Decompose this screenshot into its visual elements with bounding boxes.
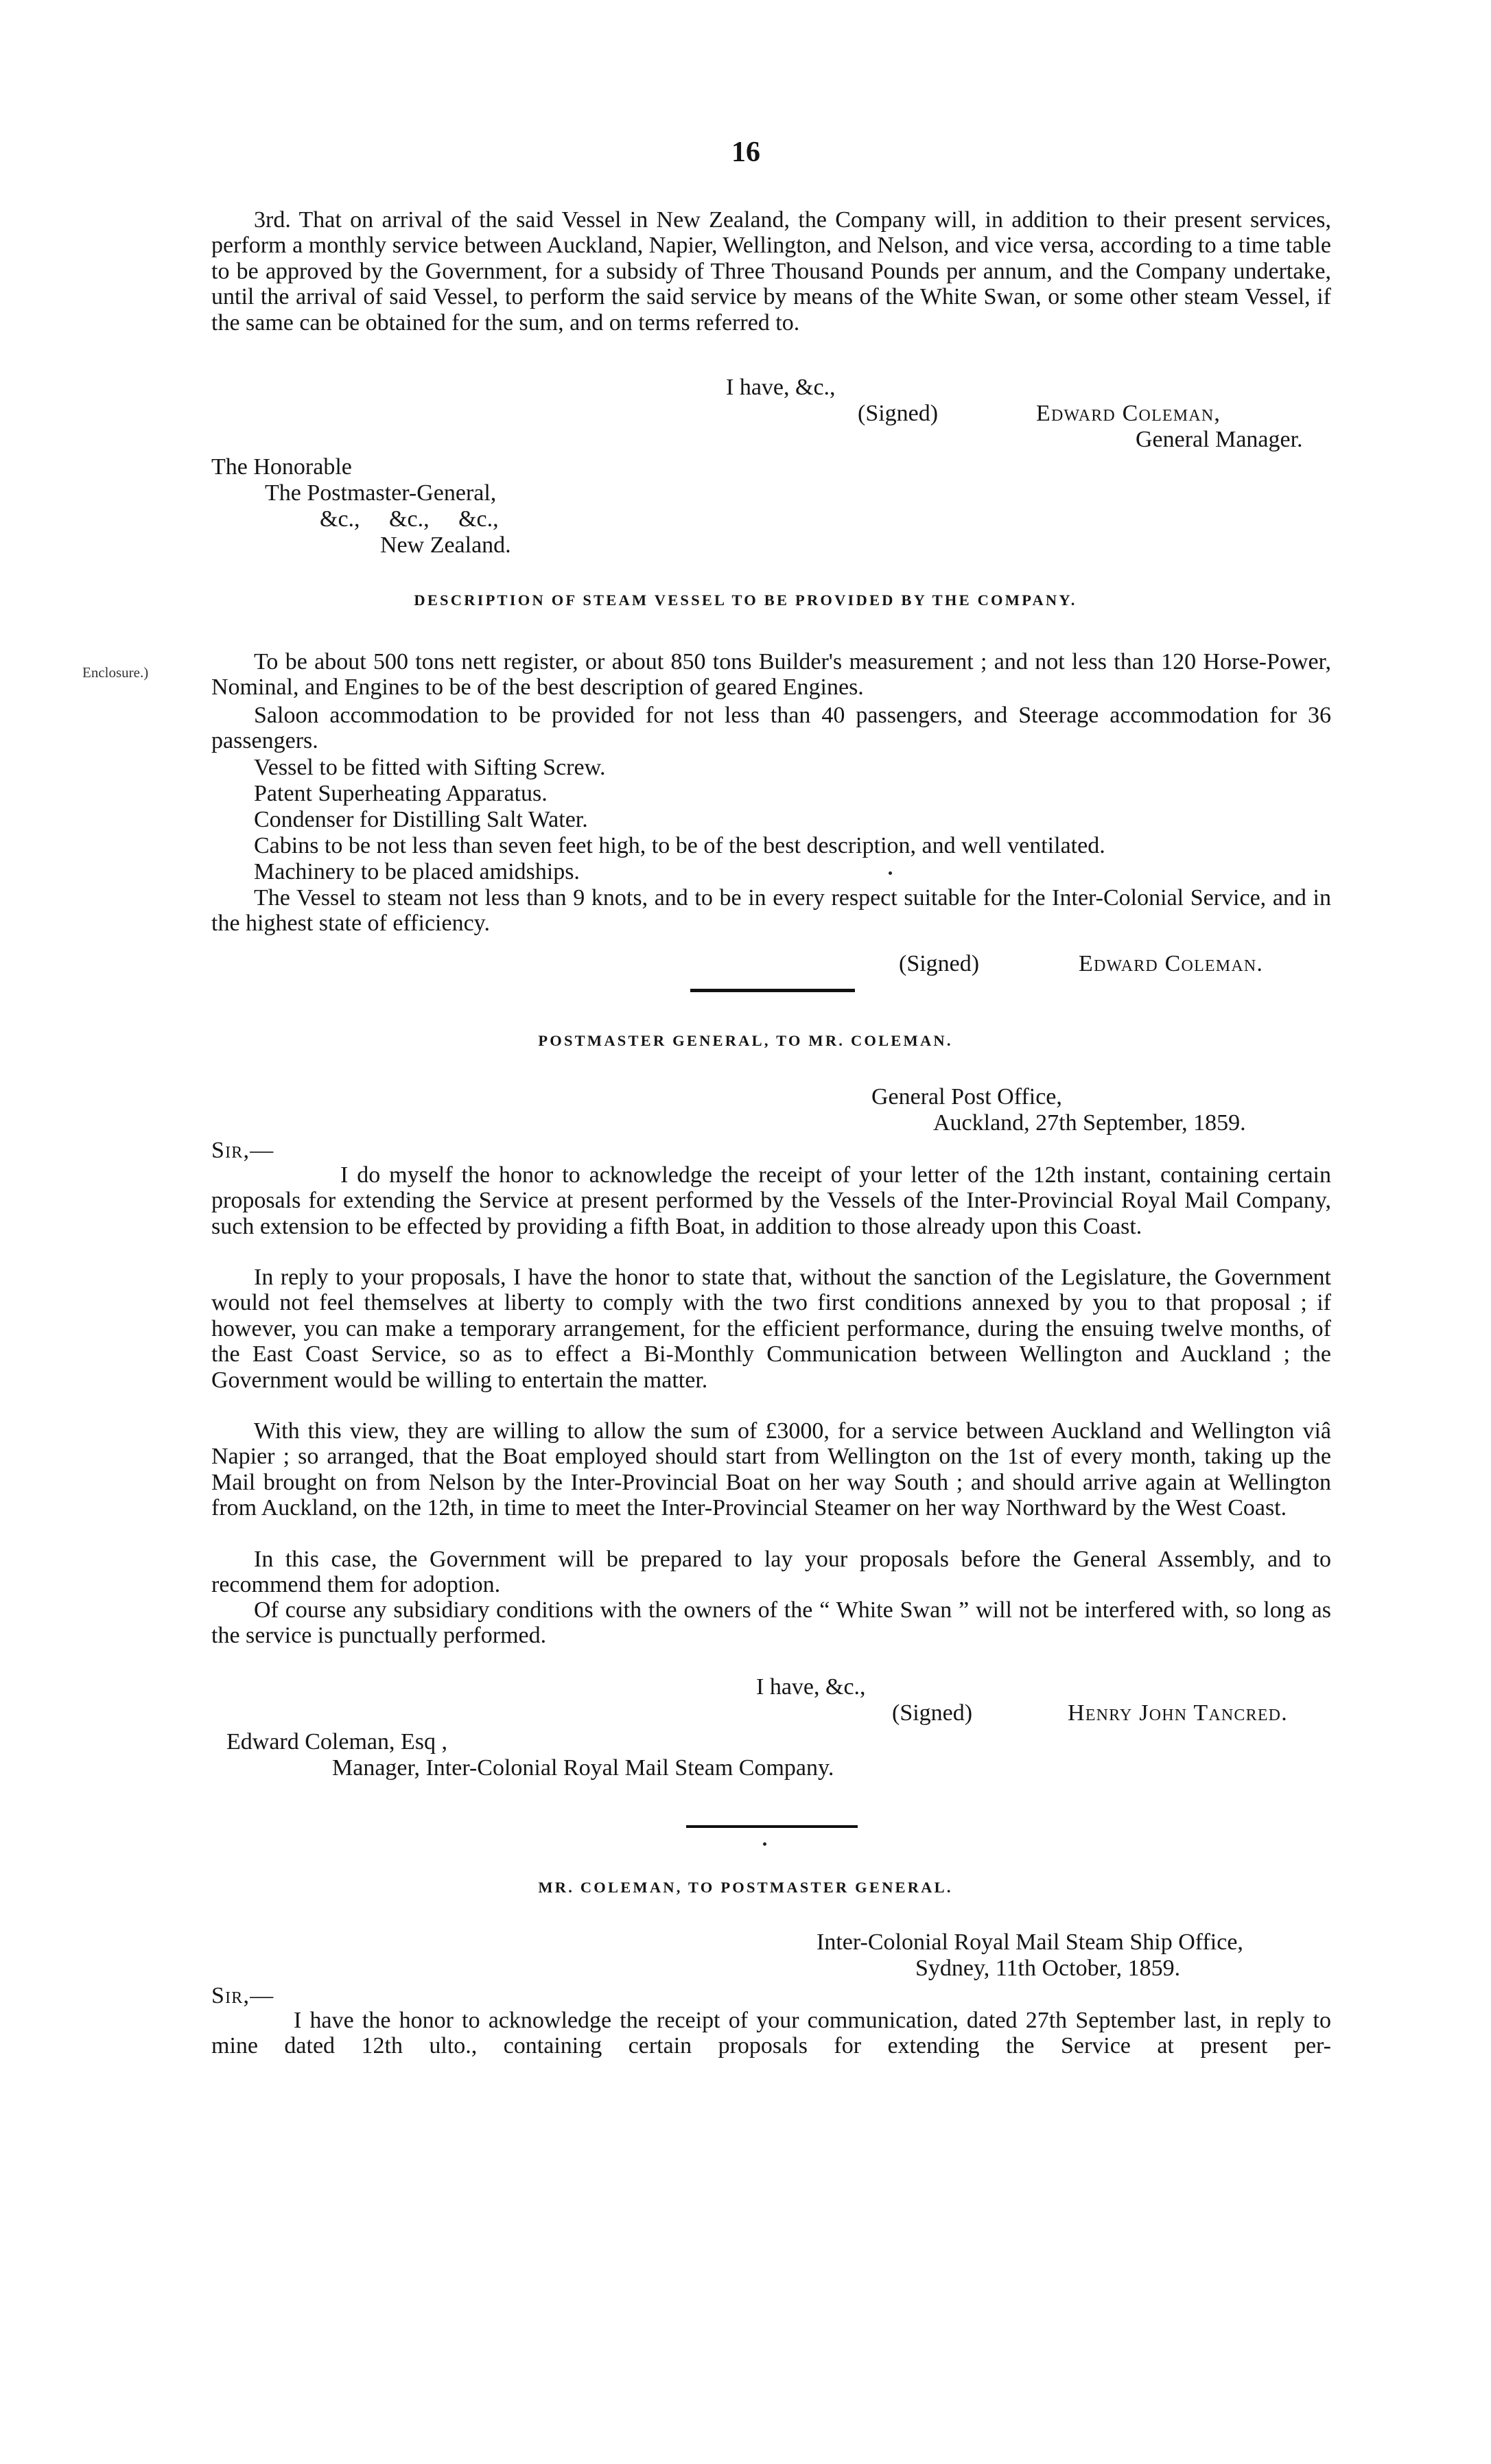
section-heading: POSTMASTER GENERAL, TO MR. COLEMAN. (538, 1032, 953, 1049)
section-heading: DESCRIPTION OF STEAM VESSEL TO BE PROVIDED BY THE COMPANY. (414, 591, 1077, 609)
margin-note: Enclosure.) (82, 664, 149, 681)
salutation: Sir,— (211, 1983, 274, 2008)
description-paragraph: Patent Superheating Apparatus. (254, 781, 548, 806)
letter-paragraph: I have the honor to acknowledge the receipt of your communication, dated 27th September last, in reply to mine dated 12th ulto., containing certain proposals for extending the Service at present per- (211, 2008, 1331, 2059)
addressee-line: New Zealand. (380, 532, 511, 558)
description-paragraph: Saloon accommodation to be provided for not less than 40 passengers, and Steerage accommodation for 36 passengers. (211, 703, 1331, 754)
closing-i-have: I have, &c., (756, 1674, 866, 1700)
page-number: 16 (731, 137, 760, 168)
description-paragraph: Vessel to be fitted with Sifting Screw. (254, 755, 606, 780)
addressee-line: The Postmaster-General, (265, 480, 497, 506)
letter-paragraph: Of course any subsidiary conditions with the owners of the “ White Swan ” will not be interfered with, so long as the service is punctually performed. (211, 1597, 1331, 1649)
letter-paragraph: In reply to your proposals, I have the honor to state that, without the sanction of the Legislature, the Government would not feel themselves at liberty to comply with the two first conditions annexed by you to that proposal ; if however, you can make a temporary arrangement, for the efficient performance, during the ensuing twelve months, of the East Coast Service, so as to effect a Bi-Monthly Communication between Wellington and Auckland ; the Government would be willing to entertain the matter. (211, 1265, 1331, 1393)
signed-label: (Signed) (858, 401, 939, 426)
letter-paragraph: I do myself the honor to acknowledge the receipt of your letter of the 12th instant, containing certain proposals for extending the Service at present performed by the Vessels of the Inter-Provincial Royal Mail Company, such extension to be effected by providing a fifth Boat, in addition to those already upon this Coast. (211, 1162, 1331, 1239)
signed-label: (Signed) (892, 1700, 973, 1726)
signed-label: (Signed) (899, 951, 980, 976)
signatory-name: Edward Coleman, (1036, 401, 1221, 426)
description-paragraph: Machinery to be placed amidships. (254, 859, 580, 884)
section-divider (686, 1825, 858, 1828)
description-paragraph: The Vessel to steam not less than 9 knots, and to be in every respect suitable for the Inter-Colonial Service, and in the highest state of efficiency. (211, 885, 1331, 937)
addressee-line: Manager, Inter-Colonial Royal Mail Steam Company. (332, 1755, 834, 1781)
salutation: Sir,— (211, 1138, 274, 1163)
letter-place: General Post Office, (871, 1084, 1062, 1110)
closing-i-have: I have, &c., (726, 375, 836, 400)
print-speck (889, 871, 892, 875)
signatory-name: Edward Coleman. (1079, 951, 1264, 976)
section-heading: MR. COLEMAN, TO POSTMASTER GENERAL. (538, 1879, 953, 1896)
addressee-line: Edward Coleman, Esq , (226, 1729, 447, 1755)
paragraph-third-condition: 3rd. That on arrival of the said Vessel in New Zealand, the Company will, in addition to their present services, perform a monthly service between Auckland, Napier, Wellington, and Nelson, and vice versa, according to a time table to be approved by the Government, for a subsidy of Three Thousand Pounds per annum, and the Company undertake, until the arrival of said Vessel, to perform the said service by means of the White Swan, or some other steam Vessel, if the same can be obtained for the sum, and on terms referred to. (211, 207, 1331, 336)
description-paragraph: Cabins to be not less than seven feet high, to be of the best description, and well ventilated. (254, 833, 1105, 858)
description-paragraph: To be about 500 tons nett register, or about 850 tons Builder's measurement ; and not less than 120 Horse-Power, Nominal, and Engines to be of the best description of geared Engines. (211, 649, 1331, 701)
letter-place: Inter-Colonial Royal Mail Steam Ship Office, (817, 1929, 1243, 1955)
print-speck (763, 1842, 766, 1846)
letter-date: Sydney, 11th October, 1859. (915, 1956, 1181, 1981)
letter-paragraph: In this case, the Government will be prepared to lay your proposals before the General Assembly, and to recommend them for adoption. (211, 1547, 1331, 1598)
addressee-line: &c., &c., &c., (320, 506, 499, 532)
letter-date: Auckland, 27th September, 1859. (933, 1110, 1246, 1136)
letter-paragraph: With this view, they are willing to allow the sum of £3000, for a service between Auckland and Wellington viâ Napier ; so arranged, that the Boat employed should start from Wellington on the 1st of every month, taking up the Mail brought on from Nelson by the Inter-Provincial Boat on her way South ; and should arrive again at Wellington from Auckland, on the 12th, in time to meet the Inter-Provincial Steamer on her way Northward by the West Coast. (211, 1418, 1331, 1521)
addressee-line: The Honorable (211, 454, 352, 480)
signatory-title: General Manager. (1136, 427, 1303, 452)
description-paragraph: Condenser for Distilling Salt Water. (254, 807, 588, 832)
signatory-name: Henry John Tancred. (1068, 1700, 1288, 1726)
section-divider (690, 989, 855, 992)
